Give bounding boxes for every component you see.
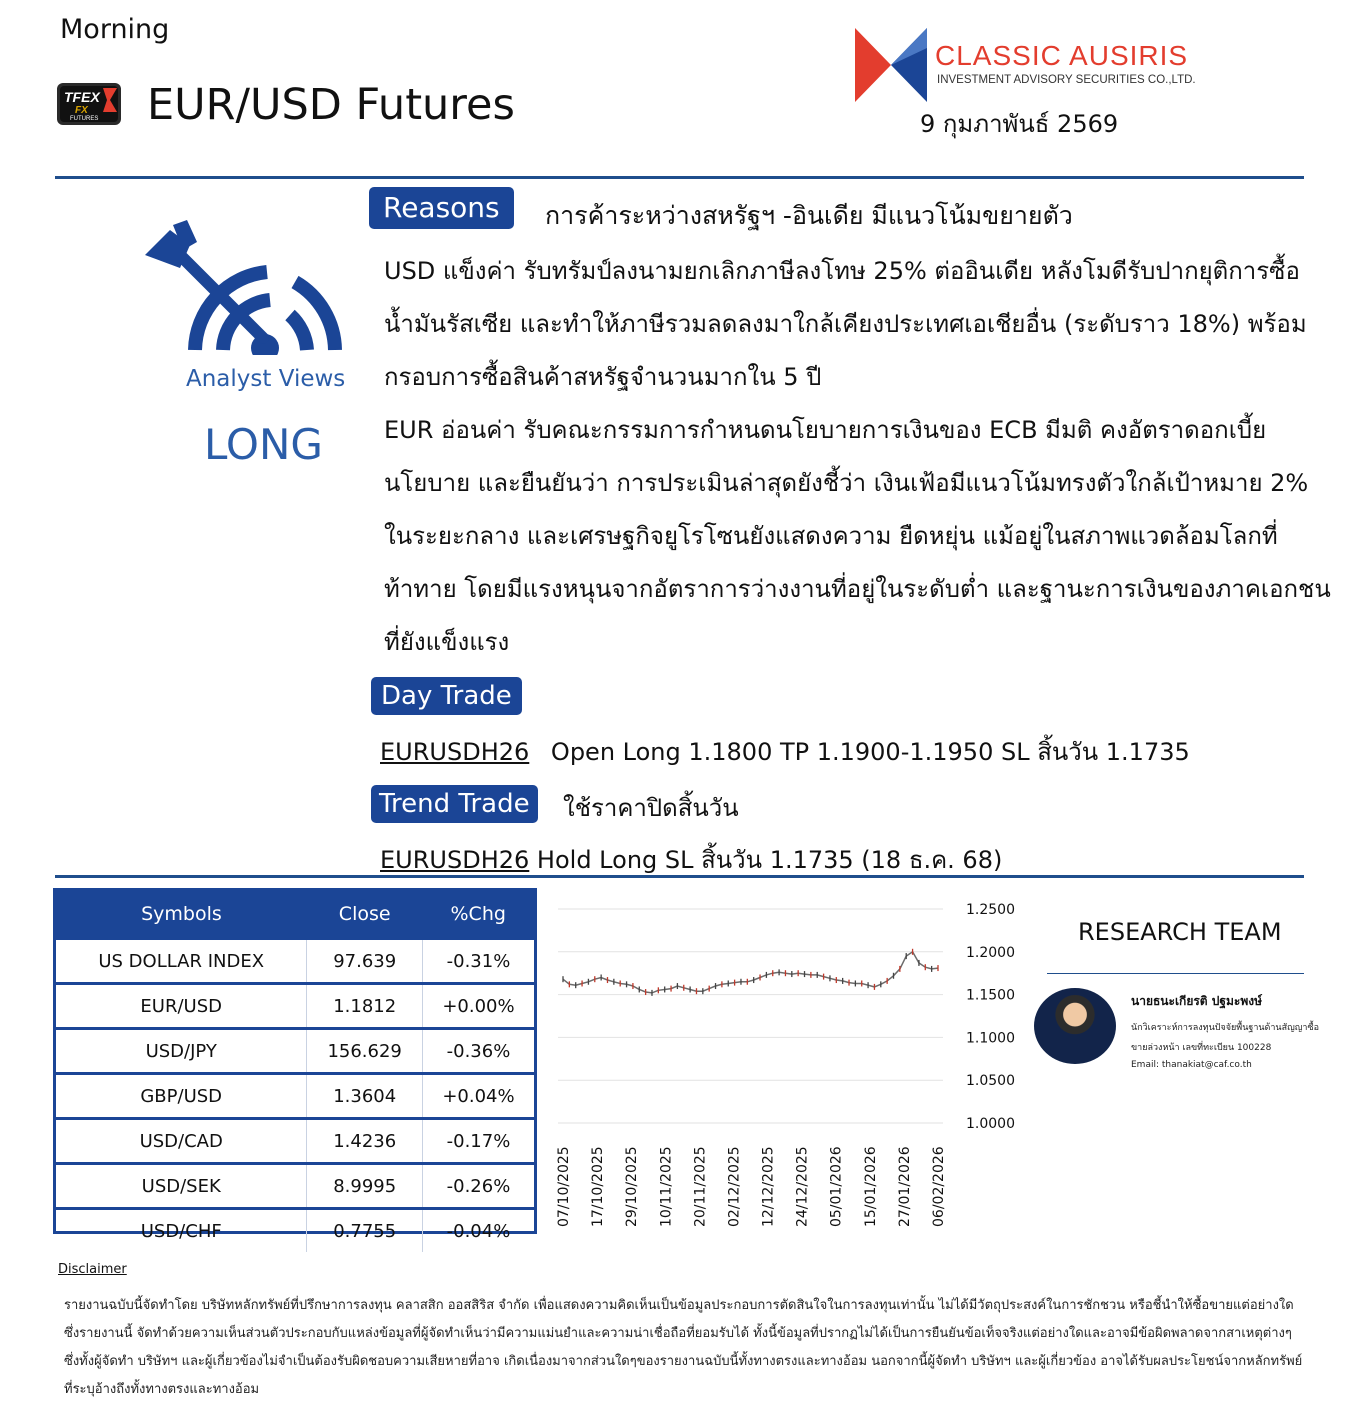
company-subtitle: INVESTMENT ADVISORY SECURITIES CO.,LTD. [937,74,1196,86]
disclaimer-title: Disclaimer [58,1262,127,1277]
quote-row [56,1074,534,1119]
quote-row [56,1029,534,1074]
section-divider [55,875,1304,878]
x-tick-label: 05/01/2026 [828,1146,845,1227]
header-divider [55,176,1304,179]
report-date: 9 กุมภาพันธ์ 2569 [920,110,1119,138]
reasons-paragraph-usd: USD แข็งค่า รับทรัมป์ลงนามยกเลิกภาษีลงโทษ 25% ต่ออินเดีย หลังโมดีรับปากยุติการซื้อน้ำมันรัสเซีย และทำให้ภาษีรวมลดลงมาใกล้เคียงประเทศเอเชียอื่น (ระดับราว 18%) พร้อมกรอบการซื้อสินค้าสหรัฐจำนวนมากใน 5 ปี [384,257,1307,391]
trend-trade-instruction: Hold Long SL สิ้นวัน 1.1735 (18 ธ.ค. 68) [536,846,1003,874]
x-tick-label: 24/12/2025 [794,1146,811,1227]
eurusd-price-chart [548,895,1026,1235]
trend-trade-note: ใช้ราคาปิดสิ้นวัน [563,794,739,822]
quote-symbol: USD/SEK [56,1164,307,1209]
quote-close: 0.7755 [307,1209,423,1253]
x-tick-label: 17/10/2025 [590,1146,607,1227]
quote-change: -0.26% [422,1164,534,1209]
quote-change: +0.04% [422,1074,534,1119]
reasons-body [384,245,1339,669]
x-tick-label: 06/02/2026 [931,1146,947,1227]
quote-close: 8.9995 [307,1164,423,1209]
x-tick-label: 10/11/2025 [658,1146,675,1227]
quote-close: 1.1812 [307,984,423,1029]
quote-change: -0.36% [422,1029,534,1074]
day-trade-symbol: EURUSDH26 [380,738,530,766]
eurusd-series-line [563,952,938,993]
analyst-name: นายธนะเกียรติ ปฐมะพงษ์ [1131,994,1263,1008]
svg-text:TFEX: TFEX [64,89,100,105]
page-title: EUR/USD Futures [147,80,515,130]
reasons-paragraph-eur: EUR อ่อนค่า รับคณะกรรมการกำหนดนโยบายการเงินของ ECB มีมติ คงอัตราดอกเบี้ยนโยบาย และยืนยันว่า การประเมินล่าสุดยังชี้ว่า เงินเฟ้อมีแนวโน้มทรงตัวใกล้เป้าหมาย 2% ในระยะกลาง และเศรษฐกิจยูโรโซนยังแสดงความ ยืดหยุ่น แม้อยู่ในสภาพแวดล้อมโลกที่ท้าทาย โดยมีแรงหนุนจากอัตราการว่างงานที่อยู่ในระดับต่ำ และฐานะการเงินของภาคเอกชนที่ยังแข็งแรง [384,416,1331,656]
quote-change: +0.00% [422,984,534,1029]
svg-text:FUTURES: FUTURES [70,116,99,122]
analyst-email: Email: thanakiat@caf.co.th [1131,1060,1252,1070]
col-close: Close [307,891,423,939]
quote-row [56,939,534,984]
session-label: Morning [60,14,170,45]
quote-close: 156.629 [307,1029,423,1074]
y-tick-label: 1.0000 [966,1116,1015,1132]
quote-change: -0.31% [422,939,534,984]
company-name: CLASSIC AUSIRIS [935,40,1189,71]
company-logo-icon [855,28,927,102]
analyst-registration: ขายล่วงหน้า เลขที่ทะเบียน 100228 [1131,1043,1272,1053]
quote-row [56,1209,534,1253]
x-tick-label: 02/12/2025 [726,1146,743,1227]
quotes-table [53,888,537,1242]
x-tick-label: 07/10/2025 [556,1146,572,1227]
quote-close: 1.4236 [307,1119,423,1164]
day-trade-line [380,732,1190,771]
x-tick-label: 12/12/2025 [760,1146,777,1227]
disclaimer-text: รายงานฉบับนี้จัดทำโดย บริษัทหลักทรัพย์ที่ปรึกษาการลงทุน คลาสสิก ออสสิริส จำกัด เพื่อแสดงความคิดเห็นเป็นข้อมูลประกอบการตัดสินใจในการลงทุนเท่านั้น ไม่ได้มีวัตถุประสงค์ในการชักชวน หรือชี้นำให้ซื้อขายแต่อย่างใด ซึ่งรายงานนี้ จัดทำด้วยความเห็นส่วนตัวประกอบกับแหล่งข้อมูลที่ผู้จัดทำเห็นว่ามีความแม่นยำและความน่าเชื่อถือที่ยอมรับได้ ทั้งนี้ข้อมูลที่ปรากฏไม่ได้เป็นการยืนยันข้อเท็จจริงแต่อย่างใดและอาจมีข้อผิดพลาดจากสาเหตุต่างๆ ซึ่งทั้งผู้จัดทำ บริษัทฯ และผู้เกี่ยวข้องไม่จำเป็นต้องรับผิดชอบความเสียหายที่อาจ เกิดเนื่องมาจากส่วนใดๆของรายงานฉบับนี้ทั้งทางตรงและทางอ้อม นอกจากนี้ผู้จัดทำ บริษัทฯ และผู้เกี่ยวข้อง อาจได้รับผลประโยชน์จากหลักทรัพย์ที่ระบุอ้างถึงทั้งทางตรงและทางอ้อม [64,1298,1303,1397]
y-tick-label: 1.1000 [966,1030,1015,1047]
research-divider [1047,973,1304,974]
day-trade-badge: Day Trade [371,677,522,715]
quote-row [56,984,534,1029]
reasons-headline: การค้าระหว่างสหรัฐฯ -อินเดีย มีแนวโน้มขยายตัว [545,201,1073,230]
analyst-role: นักวิเคราะห์การลงทุนปัจจัยพื้นฐานด้านสัญญาซื้อ [1131,1023,1319,1033]
quote-symbol: EUR/USD [56,984,307,1029]
quotes-header-row [56,891,534,939]
quote-symbol: GBP/USD [56,1074,307,1119]
quote-symbol: US DOLLAR INDEX [56,939,307,984]
stance-label: LONG [204,420,323,469]
x-tick-label: 15/01/2026 [862,1146,879,1227]
quote-close: 97.639 [307,939,423,984]
tfex-logo [55,80,123,128]
trend-trade-symbol: EURUSDH26 [380,846,530,874]
trend-trade-line [380,840,1002,879]
y-tick-label: 1.2500 [966,902,1015,918]
target-arrow-icon [145,220,355,355]
col-symbols: Symbols [56,891,307,939]
quote-row [56,1164,534,1209]
svg-text:FX: FX [75,105,88,116]
x-tick-label: 27/01/2026 [896,1146,913,1227]
analyst-avatar [1034,988,1116,1064]
x-tick-label: 20/11/2025 [692,1146,709,1227]
quote-symbol: USD/JPY [56,1029,307,1074]
y-tick-label: 1.0500 [966,1073,1015,1090]
quote-change: -0.04% [422,1209,534,1253]
research-team-title: RESEARCH TEAM [1078,918,1282,946]
col-change: %Chg [422,891,534,939]
quote-change: -0.17% [422,1119,534,1164]
quote-close: 1.3604 [307,1074,423,1119]
quote-row [56,1119,534,1164]
analyst-views-label: Analyst Views [186,366,346,392]
quote-symbol: USD/CHF [56,1209,307,1253]
y-tick-label: 1.1500 [966,987,1015,1004]
reasons-badge: Reasons [369,187,514,229]
y-tick-label: 1.2000 [966,944,1015,961]
x-tick-label: 29/10/2025 [624,1146,641,1227]
quote-symbol: USD/CAD [56,1119,307,1164]
trend-trade-badge: Trend Trade [371,785,538,823]
day-trade-instruction: Open Long 1.1800 TP 1.1900-1.1950 SL สิ้นวัน 1.1735 [550,738,1190,766]
